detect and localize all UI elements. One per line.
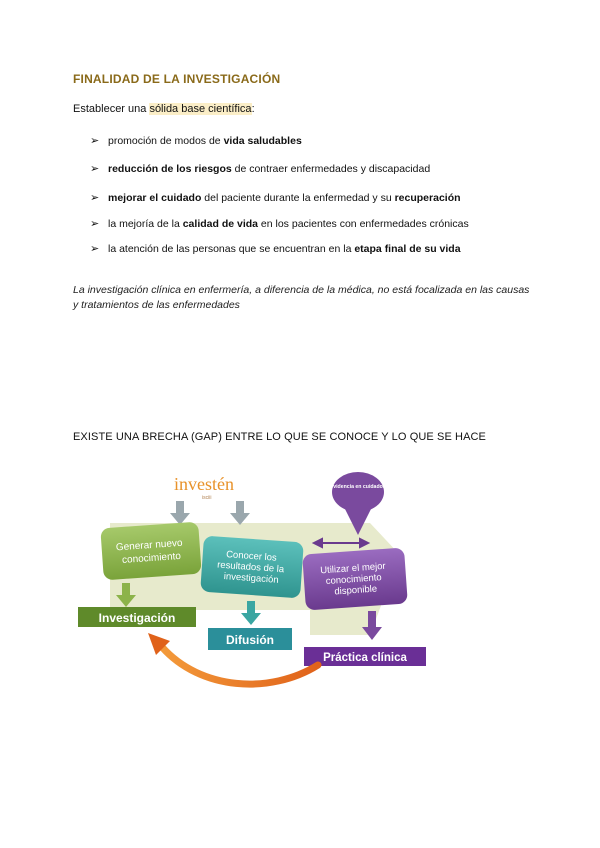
investen-logo: investén (174, 474, 234, 494)
arrow-bullet-icon: ➢ (90, 243, 100, 255)
investen-logo-sub: isciii (202, 495, 212, 501)
clinical-research-note: La investigación clínica en enfermería, a diferencia de la médica, no está focalizada en las causas y tratamientos de las enfermedades (73, 284, 530, 311)
svg-text:Utilizar el mejor conoci: Utilizar el mejor conocimiento disponible (319, 560, 386, 598)
item-text: la mejoría de la calidad de vida en los pacientes con enfermedades crónicas (108, 218, 469, 230)
arrow-bullet-icon: ➢ (90, 192, 100, 204)
section-heading: FINALIDAD DE LA INVESTIGACIÓN (73, 72, 281, 86)
arrow-bullet-icon: ➢ (90, 163, 100, 175)
gap-title: EXISTE UNA BRECHA (GAP) ENTRE LO QUE SE CONOCE Y LO QUE SE HACE (73, 431, 486, 443)
arrow-bullet-icon: ➢ (90, 135, 100, 147)
intro-text (73, 103, 255, 115)
list-item (90, 211, 469, 237)
intro-highlight: sólida base científica (149, 103, 252, 115)
svg-text:evidencia en cuidados: evidencia en cuidados (330, 484, 386, 490)
step-know-results (200, 536, 304, 599)
intro-suffix: : (251, 103, 255, 115)
down-arrow-icon (170, 501, 250, 525)
svg-text:Práctica clínica: Práctica clínica (323, 652, 407, 664)
svg-text:Conocer los resultados d: Conocer los resultados de la investigación (216, 549, 285, 586)
label-practica-clinica (304, 647, 426, 666)
list-item (90, 237, 469, 261)
knowledge-gap-diagram (70, 465, 440, 695)
objectives-list (90, 128, 469, 261)
svg-text:Investigación: Investigación (98, 611, 176, 625)
item-text: promoción de modos de vida saludables (108, 135, 302, 147)
label-difusion (208, 628, 292, 650)
feedback-curve-arrow (162, 647, 318, 684)
item-text: la atención de las personas que se encuentran en la etapa final de su vida (108, 243, 461, 255)
item-text: mejorar el cuidado del paciente durante la enfermedad y su recuperación (108, 192, 461, 204)
step-use-best-knowledge (302, 548, 408, 611)
svg-text:Generar nuevo conocimien: Generar nuevo conocimiento (115, 537, 183, 567)
list-item (90, 128, 469, 154)
label-investigacion (78, 607, 196, 627)
intro-prefix: Establecer una (73, 103, 150, 115)
step-generate-knowledge (100, 522, 201, 581)
arrow-bullet-icon: ➢ (90, 218, 100, 230)
svg-text:Difusión: Difusión (226, 633, 274, 647)
list-item (90, 184, 469, 211)
item-text: reducción de los riesgos de contraer enfermedades y discapacidad (108, 163, 431, 175)
list-item (90, 154, 469, 184)
